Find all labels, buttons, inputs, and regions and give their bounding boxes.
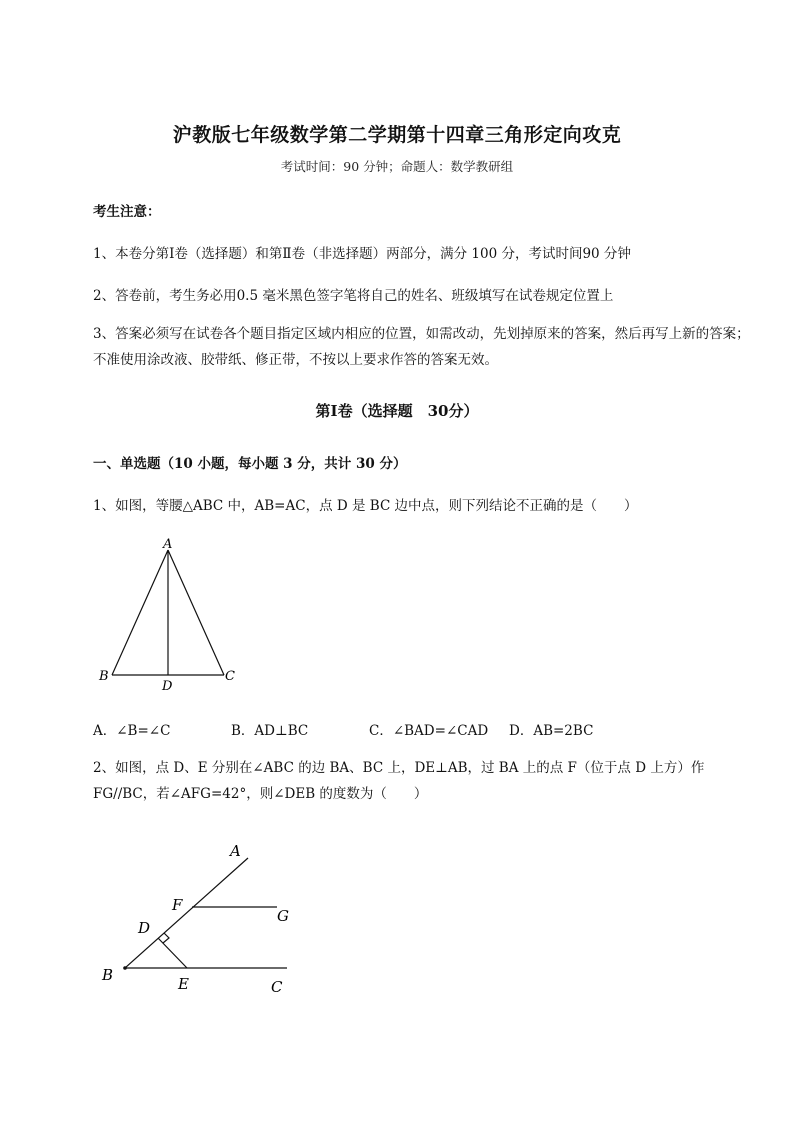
section-title: 第Ⅰ卷（选择题 30分） [315,402,479,420]
segment-de [158,938,187,968]
question-2-figure [95,835,315,1000]
exam-info: 考试时间：90 分钟；命题人：数学教研组 [280,159,514,174]
notes-heading: 考生注意： [93,204,161,220]
side-ac [168,550,224,675]
label-c: C [225,669,235,684]
side-ab [112,550,168,675]
note-item-3: 3、答案必须写在试卷各个题目指定区域内相应的位置，如需改动，先划掉原来的答案，然后再写上新的答案；不准使用涂改液、胶带纸、修正带，不按以上要求作答的答案无效。 [93,326,750,368]
part-heading: 一、单选题（10 小题，每小题 3 分，共计 30 分） [93,456,407,472]
q1-option-a[interactable]: A．∠B=∠C [93,723,171,739]
question-1-figure [90,530,250,695]
label-d: D [162,679,173,694]
q1-option-c[interactable]: C．∠BAD=∠CAD [369,723,489,739]
q1-option-b[interactable]: B．AD⊥BC [231,723,309,739]
label-a: A [163,537,173,552]
label-c: C [271,978,283,996]
label-f: F [172,896,183,914]
label-g: G [277,907,289,925]
note-item-1: 1、本卷分第Ⅰ卷（选择题）和第Ⅱ卷（非选择题）两部分，满分 100 分，考试时间90 分钟 [93,246,631,262]
question-2-text: 2、如图，点 D、E 分别在∠ABC 的边 BA、BC 上，DE⊥AB，过 BA 上的点 F（位于点 D 上方）作 FG//BC，若∠AFG=42°，则∠DEB 的度数为（ ） [93,760,705,802]
q1-option-d[interactable]: D．AB=2BC [509,723,594,739]
label-a: A [230,842,241,860]
page-title: 沪教版七年级数学第二学期第十四章三角形定向攻克 [172,124,622,146]
point-b [123,966,127,970]
label-b: B [99,669,109,684]
label-d: D [138,919,151,937]
note-item-2: 2、答卷前，考生务必用0.5 毫米黑色签字笔将自己的姓名、班级填写在试卷规定位置上 [93,288,614,304]
question-1-text: 1、如图，等腰△ABC 中，AB=AC，点 D 是 BC 边中点，则下列结论不正确的是（ ） [93,498,638,514]
label-e: E [178,975,189,993]
label-b: B [102,966,114,984]
ray-ba [125,858,248,968]
right-angle-mark [163,933,169,943]
